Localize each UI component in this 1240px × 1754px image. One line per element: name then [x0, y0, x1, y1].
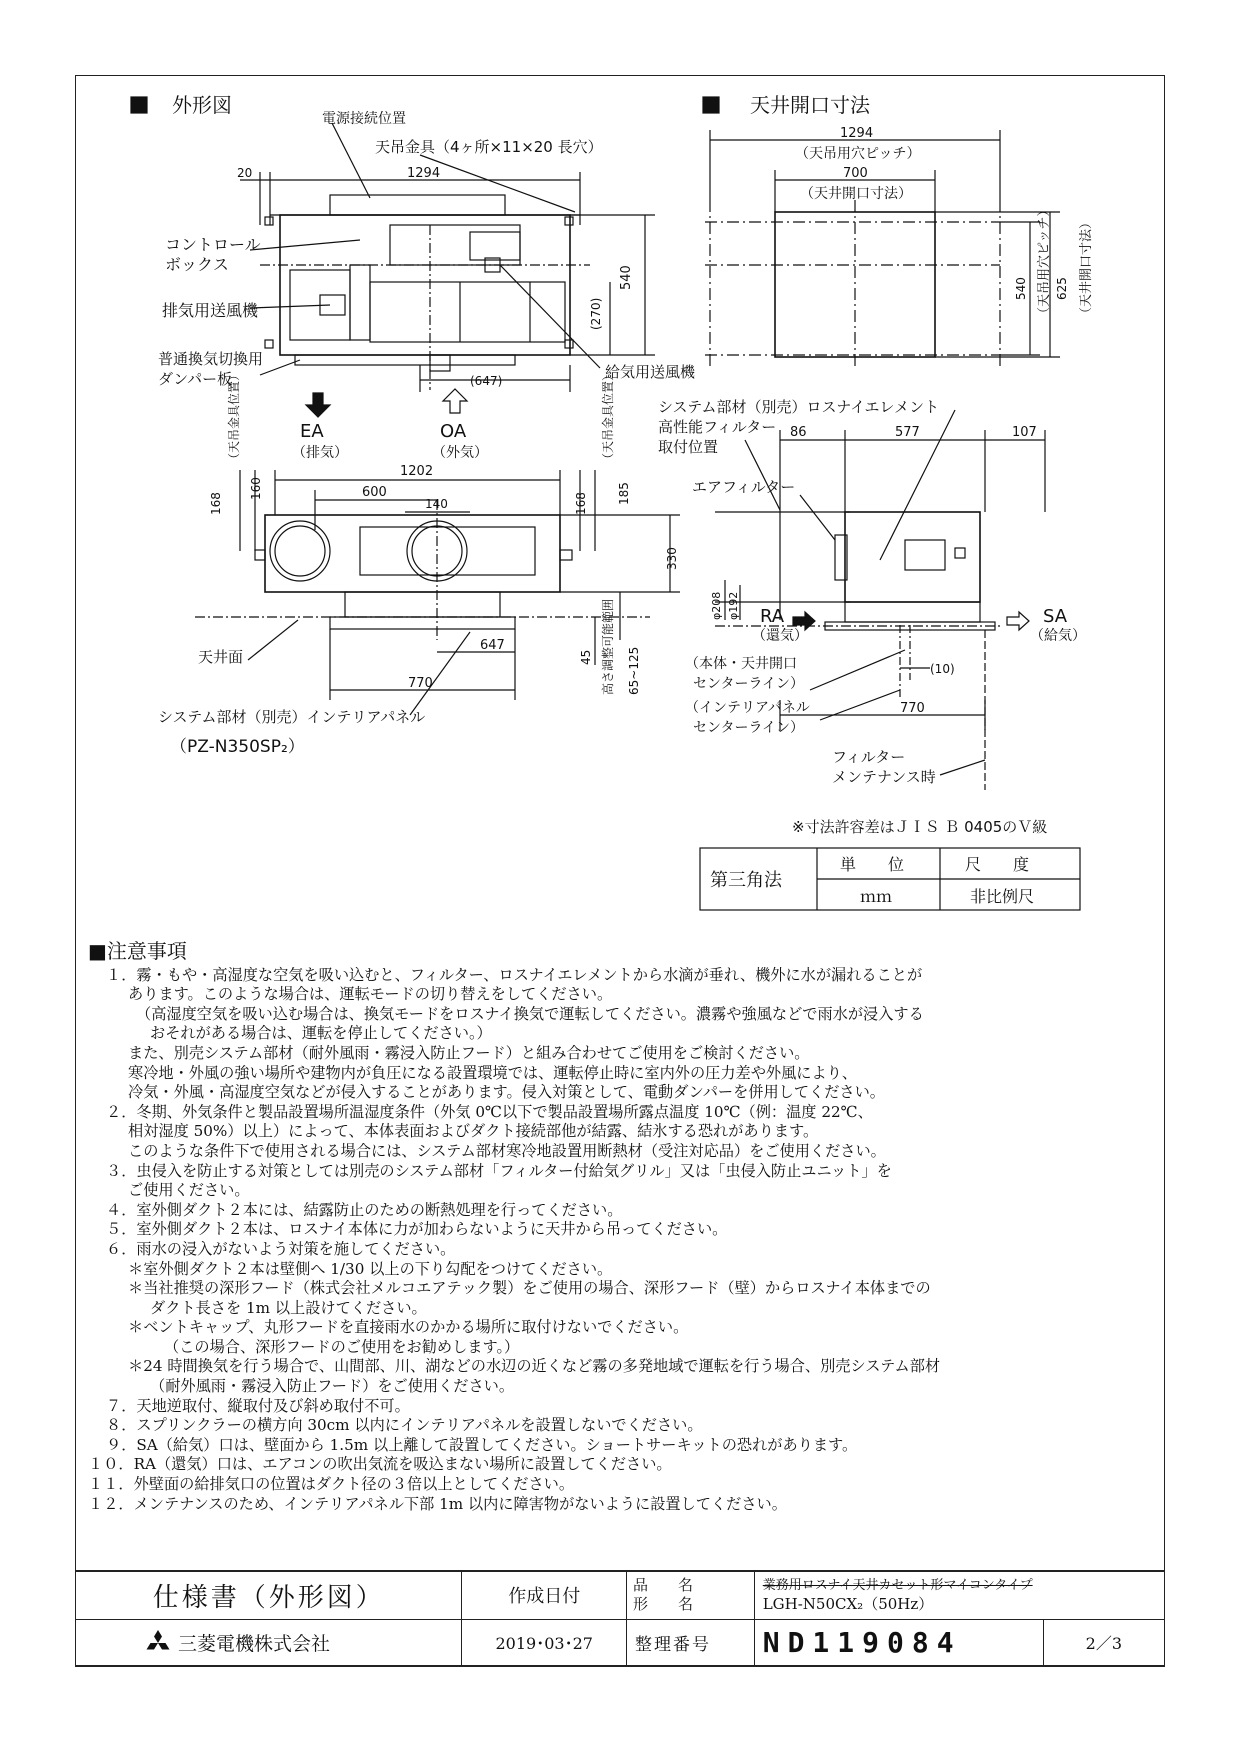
spec-title: 仕様書（外形図）: [76, 1572, 462, 1620]
dim-168-right: 168: [574, 492, 588, 515]
side-maint2: メンテナンス時: [832, 768, 936, 786]
label-oa: OA: [440, 421, 467, 442]
section-marker-icon: [131, 97, 147, 113]
ceiling-title: 天井開口寸法: [750, 93, 870, 117]
section-marker-icon: [703, 97, 719, 113]
side-sa-sub: （給気）: [1030, 628, 1086, 644]
dim-647-top: (647): [470, 374, 503, 388]
product-info: [754, 1572, 1164, 1620]
note-line: ９．SA（給気）口は、壁面から 1.5m 以上離して設置してください。ショートサーキットの恐れがあります。: [106, 1435, 858, 1454]
note-line: １１．外壁面の給排気口の位置はダクト径の３倍以上としてください。: [88, 1475, 574, 1494]
ceiling-open-label: （天井開口寸法）: [800, 186, 912, 202]
sa-arrow-icon: [1007, 612, 1029, 630]
note-line: おそれがある場合は、運転を停止してください。）: [150, 1024, 492, 1043]
note-line: １０．RA（還気）口は、エアコンの吹出気流を吸込まない場所に設置してください。: [88, 1455, 672, 1474]
side-maint1: フィルター: [832, 748, 906, 766]
note-line: 相対湿度 50%）以上）によって、本体表面およびダクト接続部他が結露、結氷する恐れがあります。: [128, 1122, 819, 1141]
ceiling-dim-1294: 1294: [840, 126, 874, 141]
note-line: ２．冬期、外気条件と製品設置場所温湿度条件（外気 0℃以下で製品設置場所露点温度 10℃（例：温度 22℃、: [106, 1102, 873, 1121]
ref-number: ND119084: [754, 1619, 1043, 1667]
side-center1b: センターライン）: [693, 676, 805, 692]
note-line: （この場合、深形フードのご使用をお勧めします。）: [164, 1337, 520, 1356]
notes-list: [88, 966, 1158, 1515]
note-line: ＊24 時間換気を行う場合で、山間部、川、湖などの水辺の近くなど霧の多発地域で運転を行う場合、別売システム部材: [128, 1357, 941, 1376]
side-dim-192: φ192: [727, 591, 740, 620]
label-ceiling: 天井面: [198, 648, 244, 666]
name-model-labels: [626, 1572, 754, 1620]
note-line: 寒冷地・外風の強い場所や建物内が負圧になる設置環境では、運転停止時に室内外の圧力差や外風により、: [128, 1063, 857, 1082]
label-supply-fan: 給気用送風機: [605, 363, 696, 381]
note-line: （耐外風雨・霧浸入防止フード）をご使用ください。: [150, 1377, 515, 1396]
ceiling-dim-540: 540: [1014, 277, 1028, 300]
name-label: 品 名: [632, 1576, 693, 1595]
label-control2: ボックス: [165, 255, 229, 274]
ceiling-opening-view: [705, 200, 1000, 370]
date-value: 2019･03･27: [462, 1619, 627, 1667]
note-line: ５．室外側ダクト２本は、ロスナイ本体に力が加わらないように天井から吊ってください。: [106, 1220, 728, 1239]
label-power: 電源接続位置: [322, 111, 406, 127]
side-center1: （本体・天井開口: [685, 656, 797, 672]
side-dim-86: 86: [790, 425, 807, 440]
side-dim-208: φ208: [710, 591, 723, 620]
model-label: 形 名: [632, 1595, 693, 1614]
dim-770-front: 770: [408, 676, 433, 691]
note-line: ダクト長さを 1m 以上設けてください。: [150, 1298, 427, 1317]
product-model: LGH-N50CX₂（50Hz）: [762, 1595, 934, 1614]
side-dim-770: 770: [900, 701, 925, 716]
ceiling-pitch-label: （天吊用穴ピッチ）: [795, 146, 921, 162]
oa-arrow-icon: [443, 389, 467, 413]
side-air-filter: エアフィルター: [692, 478, 796, 496]
note-line: ＊当社推奨の深形フード（株式会社メルコエアテック製）をご使用の場合、深形フード（壁）からロスナイ本体までの: [128, 1279, 931, 1298]
label-adjust: 高さ調整可能範囲: [601, 598, 615, 695]
label-hanger: 天吊金具（4ヶ所×11×20 長穴）: [375, 138, 603, 156]
label-panel-model: （PZ-N350SP₂）: [170, 737, 305, 757]
notes-heading: ■注意事項: [88, 939, 187, 963]
note-line: ７．天地逆取付、縦取付及び斜め取付不可。: [106, 1396, 410, 1415]
front-view: [195, 500, 650, 640]
side-center2: （インテリアパネル: [685, 700, 810, 716]
dim-20: 20: [237, 166, 253, 180]
side-dim-10: (10): [930, 662, 955, 676]
note-line: ８．スプリンクラーの横方向 30cm 以内にインテリアパネルを設置しないでください。: [106, 1416, 703, 1435]
side-sa: SA: [1043, 606, 1068, 627]
angle-scale-header: 尺 度: [965, 855, 1030, 874]
side-center2b: センターライン）: [693, 720, 805, 736]
dim-185: 185: [617, 482, 631, 505]
note-line: このような条件下で使用される場合には、システム部材寒冷地設置用断熱材（受注対応品）をご使用ください。: [128, 1141, 886, 1160]
label-panel: システム部材（別売）インテリアパネル: [158, 708, 426, 726]
dim-600: 600: [362, 485, 387, 500]
side-filter1: 高性能フィルター: [658, 418, 777, 436]
note-line: ６．雨水の浸入がないよう対策を施してください。: [106, 1239, 456, 1258]
side-ra-sub: （還気）: [752, 628, 808, 644]
dim-168-left: 168: [209, 492, 223, 515]
note-line: ＊室外側ダクト２本は壁側へ 1/30 以上の下り勾配をつけてください。: [128, 1259, 613, 1278]
company-cell: [76, 1619, 462, 1667]
ceiling-dim-700: 700: [843, 166, 868, 181]
side-sys-label: システム部材（別売）ロスナイエレメント: [658, 398, 940, 416]
ceiling-dim-625: 625: [1055, 277, 1069, 300]
title-block: [75, 1570, 1165, 1667]
label-damper2: ダンパー板: [158, 370, 233, 388]
label-control1: コントロール: [165, 235, 261, 254]
side-ra: RA: [760, 606, 785, 627]
note-line: あります。このような場合は、運転モードの切り替えをしてください。: [128, 985, 613, 1004]
angle-unit-header: 単 位: [840, 855, 905, 874]
company-name: 三菱電機株式会社: [178, 1633, 331, 1656]
date-label: 作成日付: [462, 1572, 627, 1620]
side-dim-107: 107: [1012, 425, 1037, 440]
ceiling-pitch-vertical: （天吊用穴ピッチ）: [1037, 203, 1052, 320]
tolerance-note: ※寸法許容差はＪＩＳ Ｂ 0405のＶ級: [792, 818, 1048, 836]
note-line: ご使用ください。: [128, 1181, 250, 1200]
dim-647-front: 647: [480, 638, 505, 653]
top-view: [260, 195, 590, 390]
dim-140: 140: [425, 497, 448, 511]
dim-1202: 1202: [400, 464, 434, 479]
ref-label: 整理番号: [626, 1619, 754, 1667]
dim-540-top: 540: [619, 265, 634, 290]
label-ea: EA: [300, 421, 324, 442]
page-number: 2／3: [1043, 1619, 1164, 1667]
dim-1294-top: 1294: [407, 166, 441, 181]
dim-330: 330: [665, 547, 679, 570]
side-dim-577: 577: [895, 425, 920, 440]
caution-notes: [88, 939, 1158, 1514]
product-name: 業務用ロスナイ天井カセット形マイコンタイプ: [762, 1578, 1033, 1594]
outline-title: 外形図: [172, 93, 232, 117]
note-line: ３．虫侵入を防止する対策としては別売のシステム部材「フィルター付給気グリル」又は「虫侵入防止ユニット」を: [106, 1161, 892, 1180]
angle-scale: 非比例尺: [970, 887, 1035, 906]
note-line: ４．室外側ダクト２本には、結露防止のための断熱処理を行ってください。: [106, 1200, 623, 1219]
angle-method: 第三角法: [710, 870, 782, 891]
label-damper1: 普通換気切換用: [158, 350, 264, 368]
label-oa-sub: （外気）: [432, 445, 488, 461]
note-line: １．霧・もや・高湿度な空気を吸い込むと、フィルター、ロスナイエレメントから水滴が垂れ、機外に水が漏れることが: [106, 965, 923, 984]
ceiling-open-vertical: （天井開口寸法）: [1079, 215, 1094, 320]
note-line: 冷気・外風・高湿度空気などが侵入することがあります。侵入対策として、電動ダンパーを併用してください。: [128, 1083, 885, 1102]
label-exhaust-fan: 排気用送風機: [162, 301, 259, 320]
label-hanger-pos-right: （天吊金具位置）: [601, 368, 615, 465]
label-ea-sub: （排気）: [292, 445, 348, 461]
dim-65-125: 65~125: [627, 646, 641, 695]
note-line: また、別売システム部材（耐外風雨・霧浸入防止フード）と組み合わせてご使用をご検討ください。: [128, 1043, 810, 1062]
dim-270: (270): [589, 297, 603, 330]
mitsubishi-logo-icon: [144, 1630, 172, 1656]
note-line: １２．メンテナンスのため、インテリアパネル下部 1m 以内に障害物がないように設置してください。: [88, 1494, 787, 1513]
label-hanger-pos-left: （天吊金具位置）: [227, 368, 241, 465]
note-line: （高湿度空気を吸い込む場合は、換気モードをロスナイ換気で運転してください。濃霧や強風などで雨水が浸入する: [136, 1004, 924, 1023]
side-filter2: 取付位置: [658, 438, 719, 456]
dim-45: 45: [579, 649, 593, 665]
dim-160: 160: [249, 477, 263, 500]
ea-arrow-icon: [306, 393, 330, 417]
note-line: ＊ベントキャップ、丸形フードを直接雨水のかかる場所に取付けないでください。: [128, 1318, 689, 1337]
angle-unit: ｍｍ: [860, 887, 893, 906]
